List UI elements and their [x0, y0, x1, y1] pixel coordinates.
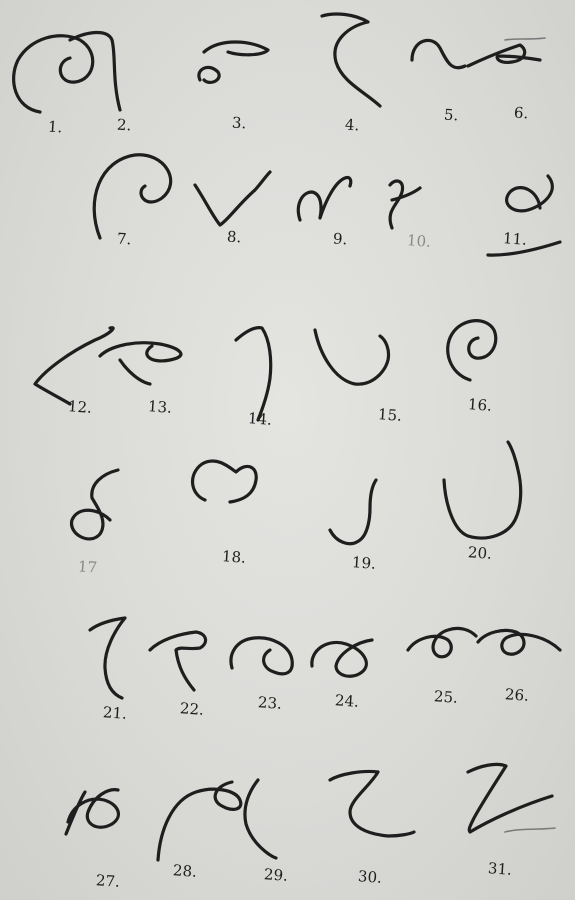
label-29: 29. [263, 865, 289, 885]
stroke-30 [330, 771, 414, 836]
label-18: 18. [221, 547, 247, 567]
label-11: 11. [502, 229, 528, 249]
label-20: 20. [467, 543, 493, 563]
label-16: 16. [467, 395, 493, 415]
label-30: 30. [357, 867, 383, 887]
stroke-16 [448, 321, 496, 380]
label-15: 15. [377, 405, 403, 425]
stroke-10 [390, 181, 420, 228]
label-7: 7. [116, 229, 132, 249]
label-28: 28. [172, 861, 198, 881]
label-31: 31. [487, 859, 513, 879]
stroke-2 [70, 33, 120, 111]
stroke-23 [231, 638, 292, 674]
label-3: 3. [231, 113, 247, 133]
stroke-15 [315, 330, 389, 384]
faint-mark-bottom [505, 828, 555, 832]
stroke-24 [312, 640, 372, 676]
stroke-18 [193, 461, 257, 502]
faint-mark-top [505, 38, 545, 40]
stroke-21 [90, 618, 125, 698]
stroke-26 [478, 630, 560, 654]
stroke-13 [100, 343, 181, 384]
stroke-7 [94, 155, 170, 238]
label-19: 19. [351, 553, 377, 573]
stroke-1 [14, 36, 93, 112]
label-17: 17 [77, 557, 98, 577]
label-5: 5. [443, 105, 459, 125]
label-22: 22. [179, 699, 205, 719]
label-25: 25. [433, 687, 459, 707]
stroke-3 [199, 42, 268, 82]
label-12: 12. [67, 397, 93, 417]
stroke-25 [408, 628, 476, 656]
stroke-14 [236, 328, 271, 420]
stroke-27 [66, 790, 118, 834]
stroke-5 [412, 40, 465, 67]
label-27: 27. [95, 871, 121, 891]
stroke-20 [444, 442, 521, 538]
stroke-29 [245, 780, 276, 858]
stroke-31 [468, 764, 552, 832]
stroke-28 [158, 782, 241, 860]
label-4: 4. [344, 115, 360, 135]
label-14: 14. [247, 409, 273, 429]
label-10: 10. [406, 231, 432, 251]
label-21: 21. [102, 703, 128, 723]
label-6: 6. [513, 103, 529, 123]
label-9: 9. [332, 229, 348, 249]
label-8: 8. [226, 227, 242, 247]
stroke-12 [35, 328, 113, 404]
label-26: 26. [504, 685, 530, 705]
stroke-19 [330, 480, 376, 544]
label-23: 23. [257, 693, 283, 713]
stroke-22 [150, 632, 206, 690]
label-1: 1. [47, 117, 63, 137]
label-2: 2. [116, 115, 132, 135]
label-13: 13. [147, 397, 173, 417]
stroke-9 [298, 177, 350, 220]
label-24: 24. [334, 691, 360, 711]
stroke-4 [322, 14, 380, 106]
stroke-17 [72, 470, 118, 539]
stroke-6 [468, 45, 540, 66]
stroke-8 [195, 172, 270, 225]
